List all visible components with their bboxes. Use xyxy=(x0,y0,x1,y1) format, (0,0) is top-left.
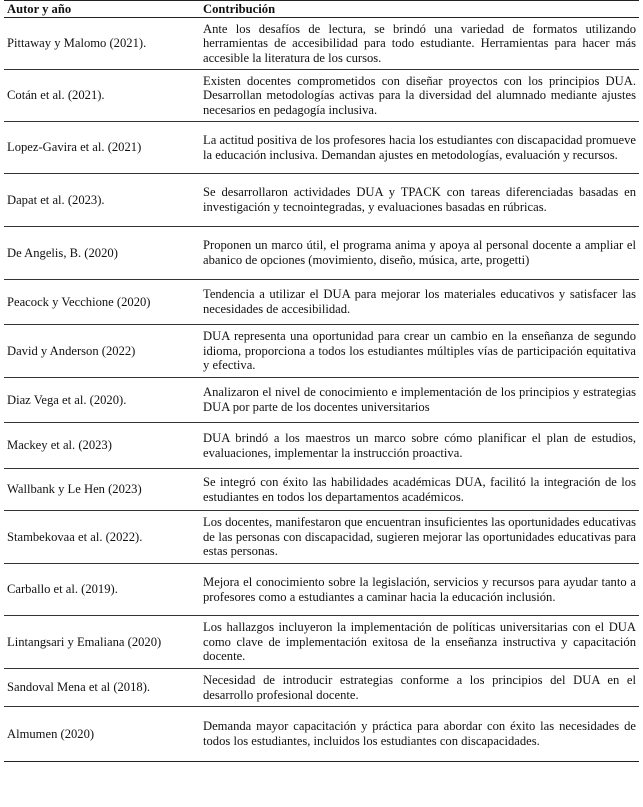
author-cell: Diaz Vega et al. (2020). xyxy=(4,378,200,423)
table-row xyxy=(4,325,639,378)
table-header-row xyxy=(4,1,639,18)
author-cell: Stambekovaa et al. (2022). xyxy=(4,511,200,564)
table-row xyxy=(4,18,639,70)
contribution-cell: Los hallazgos incluyeron la implementación de políticas universitarias con el DUA como clave de implementación exitosa de la enseñanza instructiva y capacitación docente. xyxy=(200,616,639,669)
table-row xyxy=(4,469,639,511)
author-cell: Mackey et al. (2023) xyxy=(4,423,200,469)
author-cell: De Angelis, B. (2020) xyxy=(4,227,200,280)
contribution-cell: Los docentes, manifestaron que encuentran insuficientes las oportunidades educativas de las personas con discapacidad, sugieren mejorar las oportunidades educativas para estas personas. xyxy=(200,511,639,564)
author-cell: David y Anderson (2022) xyxy=(4,325,200,378)
header-contribution: Contribución xyxy=(200,1,639,18)
contribution-cell: Necesidad de introducir estrategias conforme a los principios del DUA en el desarrollo profesional docente. xyxy=(200,669,639,707)
literature-table-container xyxy=(4,0,639,762)
table-row xyxy=(4,227,639,280)
contribution-cell: Tendencia a utilizar el DUA para mejorar los materiales educativos y satisfacer las necesidades de accesibilidad. xyxy=(200,280,639,325)
author-cell: Wallbank y Le Hen (2023) xyxy=(4,469,200,511)
author-cell: Peacock y Vecchione (2020) xyxy=(4,280,200,325)
contribution-cell: DUA representa una oportunidad para crear un cambio en la enseñanza de segundo idioma, proporciona a todos los estudiantes múltiples vías de participación equitativa y efectiva. xyxy=(200,325,639,378)
table-row xyxy=(4,564,639,616)
table-row xyxy=(4,669,639,707)
contribution-cell: Se desarrollaron actividades DUA y TPACK con tareas diferenciadas basadas en investigación y tecnointegradas, y evaluaciones basadas en rúbricas. xyxy=(200,174,639,227)
table-row xyxy=(4,616,639,669)
author-cell: Pittaway y Malomo (2021). xyxy=(4,18,200,70)
contribution-cell: La actitud positiva de los profesores hacia los estudiantes con discapacidad promueve la educación inclusiva. Demandan ajustes en metodologías, evaluación y recursos. xyxy=(200,122,639,174)
table-row xyxy=(4,122,639,174)
table-row xyxy=(4,70,639,122)
contribution-cell: Demanda mayor capacitación y práctica para abordar con éxito las necesidades de todos los estudiantes, incluidos los estudiantes con discapacidades. xyxy=(200,707,639,762)
author-cell: Carballo et al. (2019). xyxy=(4,564,200,616)
author-cell: Lintangsari y Emaliana (2020) xyxy=(4,616,200,669)
contribution-cell: Mejora el conocimiento sobre la legislación, servicios y recursos para ayudar tanto a profesores como a estudiantes a caminar hacia la educación inclusión. xyxy=(200,564,639,616)
table-row xyxy=(4,378,639,423)
contribution-cell: Existen docentes comprometidos con diseñar proyectos con los principios DUA. Desarrollan metodologías activas para la diversidad del alumnado mediante ajustes necesarios en pedagogía inclusiva. xyxy=(200,70,639,122)
author-cell: Sandoval Mena et al (2018). xyxy=(4,669,200,707)
header-author-year: Autor y año xyxy=(4,1,200,18)
contribution-cell: Proponen un marco útil, el programa anima y apoya al personal docente a ampliar el abanico de opciones (movimiento, diseño, música, arte, progetti) xyxy=(200,227,639,280)
table-row xyxy=(4,423,639,469)
author-cell: Cotán et al. (2021). xyxy=(4,70,200,122)
contribution-cell: DUA brindó a los maestros un marco sobre cómo planificar el plan de estudios, evaluaciones, implementar la instrucción proactiva. xyxy=(200,423,639,469)
author-cell: Dapat et al. (2023). xyxy=(4,174,200,227)
table-row xyxy=(4,174,639,227)
contribution-cell: Ante los desafíos de lectura, se brindó una variedad de formatos utilizando herramientas de accesibilidad para todo estudiante. Herramientas para hacer más accesible la literatura de los cursos. xyxy=(200,18,639,70)
literature-review-table xyxy=(4,0,639,762)
table-row xyxy=(4,511,639,564)
author-cell: Lopez-Gavira et al. (2021) xyxy=(4,122,200,174)
contribution-cell: Analizaron el nivel de conocimiento e implementación de los principios y estrategias DUA por parte de los docentes universitarios xyxy=(200,378,639,423)
table-row xyxy=(4,707,639,762)
table-row xyxy=(4,280,639,325)
author-cell: Almumen (2020) xyxy=(4,707,200,762)
contribution-cell: Se integró con éxito las habilidades académicas DUA, facilitó la integración de los estudiantes en todos los departamentos académicos. xyxy=(200,469,639,511)
